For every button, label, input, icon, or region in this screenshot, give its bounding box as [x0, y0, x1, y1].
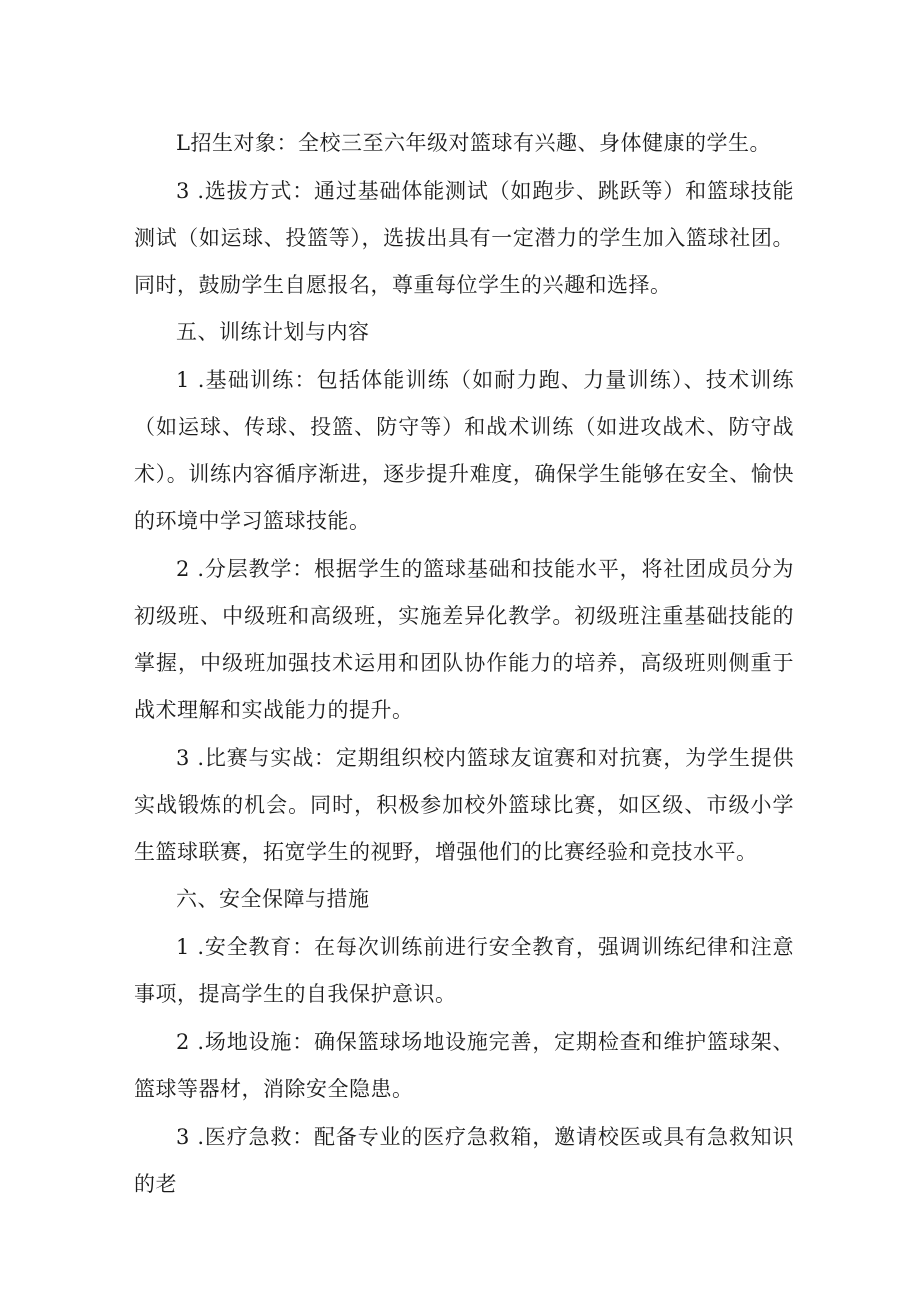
paragraph-enrollment-target: L招生对象：全校三至六年级对篮球有兴趣、身体健康的学生。 — [176, 131, 771, 155]
paragraph-selection-method: 3 .选拔方式：通过基础体能测试（如跑步、跳跃等）和篮球技能测试（如运球、投篮等），选拔出具有一定潜力的学生加入篮球社团。同时，鼓励学生自愿报名，尊重每位学生的兴趣和选择。 — [134, 179, 794, 297]
paragraph-venue-facilities: 2 .场地设施：确保篮球场地设施完善，定期检查和维护篮球架、篮球等器材，消除安全隐患。 — [134, 1030, 794, 1101]
paragraph-basic-training: 1 .基础训练：包括体能训练（如耐力跑、力量训练）、技术训练（如运球、传球、投篮、防守等）和战术训练（如进攻战术、防守战术）。训练内容循序渐进，逐步提升难度，确保学生能够在安全、愉快的环境中学习篮球技能。 — [134, 368, 794, 533]
paragraph-tiered-teaching: 2 .分层教学：根据学生的篮球基础和技能水平，将社团成员分为初级班、中级班和高级班，实施差异化教学。初级班注重基础技能的掌握，中级班加强技术运用和团队协作能力的培养，高级班则侧重于战术理解和实战能力的提升。 — [134, 557, 794, 722]
paragraph-medical-first-aid: 3 .医疗急救：配备专业的医疗急救箱，邀请校医或具有急救知识的老 — [134, 1125, 794, 1196]
section-heading-safety-measures: 六、安全保障与措施 — [176, 887, 370, 911]
paragraph-safety-education: 1 .安全教育：在每次训练前进行安全教育，强调训练纪律和注意事项，提高学生的自我保护意识。 — [134, 935, 794, 1006]
paragraph-competition-practice: 3 .比赛与实战：定期组织校内篮球友谊赛和对抗赛，为学生提供实战锻炼的机会。同时，积极参加校外篮球比赛，如区级、市级小学生篮球联赛，拓宽学生的视野，增强他们的比赛经验和竞技水平。 — [134, 746, 794, 864]
section-heading-training-plan: 五、训练计划与内容 — [176, 320, 370, 344]
document-body — [134, 120, 794, 1208]
